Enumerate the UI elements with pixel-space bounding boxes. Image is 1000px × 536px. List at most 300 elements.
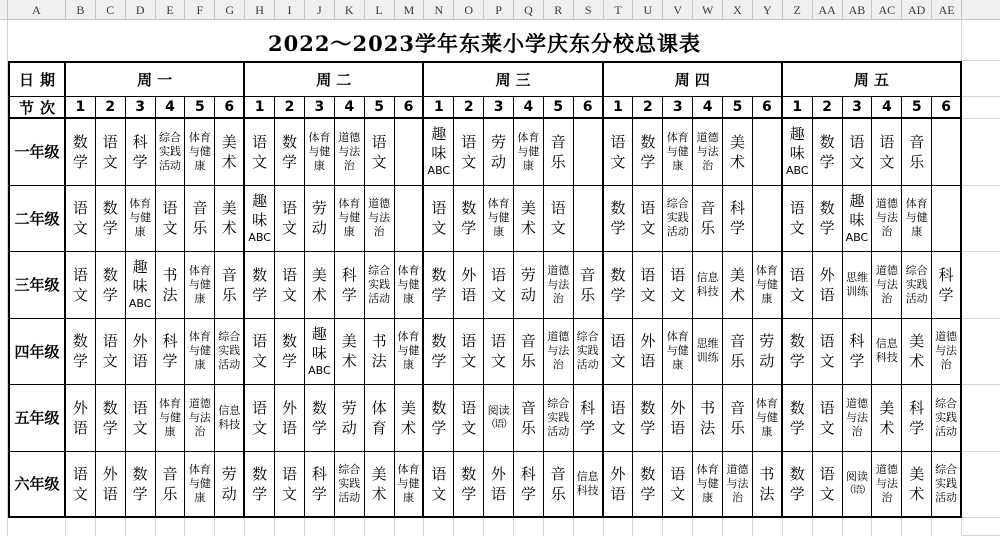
subject-cell[interactable] <box>484 319 514 386</box>
subject-cell[interactable] <box>783 186 813 253</box>
subject-cell[interactable] <box>96 452 126 519</box>
column-header-X[interactable]: X <box>723 0 753 19</box>
column-header-S[interactable]: S <box>574 0 604 19</box>
subject-cell[interactable] <box>156 319 186 386</box>
empty-cell[interactable] <box>185 518 215 536</box>
subject-cell[interactable] <box>544 119 574 186</box>
subject-cell[interactable] <box>245 186 275 253</box>
subject-cell[interactable] <box>633 452 663 519</box>
period-number-cell[interactable]: 4 <box>335 97 365 119</box>
subject-cell[interactable] <box>156 385 186 452</box>
period-number-cell[interactable]: 1 <box>783 97 813 119</box>
period-number-cell[interactable]: 2 <box>633 97 663 119</box>
subject-cell[interactable] <box>663 119 693 186</box>
subject-cell[interactable] <box>126 452 156 519</box>
empty-cell[interactable] <box>723 518 753 536</box>
subject-cell[interactable] <box>813 252 843 319</box>
grade-label-cell[interactable]: 四年级 <box>10 319 66 386</box>
empty-cell[interactable] <box>843 518 873 536</box>
period-number-cell[interactable]: 1 <box>604 97 634 119</box>
empty-cell[interactable] <box>962 186 1000 253</box>
subject-cell[interactable] <box>275 119 305 186</box>
column-header-Z[interactable]: Z <box>783 0 813 19</box>
day-header-cell[interactable]: 周二 <box>245 63 424 97</box>
subject-cell[interactable] <box>753 319 783 386</box>
column-header-J[interactable]: J <box>305 0 335 19</box>
subject-cell[interactable] <box>215 319 245 386</box>
subject-cell[interactable] <box>753 452 783 519</box>
empty-cell[interactable] <box>8 518 66 536</box>
subject-cell[interactable] <box>305 186 335 253</box>
empty-cell[interactable] <box>932 518 962 536</box>
subject-cell[interactable] <box>514 319 544 386</box>
column-header-M[interactable]: M <box>395 0 425 19</box>
subject-cell[interactable] <box>395 452 425 519</box>
empty-cell[interactable] <box>335 518 365 536</box>
subject-cell[interactable] <box>783 319 813 386</box>
period-number-cell[interactable]: 4 <box>514 97 544 119</box>
subject-cell[interactable] <box>544 385 574 452</box>
subject-text-line: 语 <box>610 398 626 417</box>
subject-cell[interactable] <box>544 319 574 386</box>
subject-cell[interactable] <box>604 385 634 452</box>
column-header-AE[interactable]: AE <box>932 0 962 19</box>
subject-cell[interactable] <box>126 186 156 253</box>
subject-cell[interactable] <box>275 252 305 319</box>
period-number-cell[interactable]: 4 <box>872 97 902 119</box>
empty-cell[interactable] <box>753 518 783 536</box>
subject-cell[interactable] <box>424 186 454 253</box>
subject-cell[interactable] <box>872 186 902 253</box>
subject-cell[interactable] <box>783 252 813 319</box>
subject-cell[interactable] <box>932 385 962 452</box>
subject-cell[interactable] <box>305 319 335 386</box>
subject-cell[interactable] <box>454 119 484 186</box>
subject-cell[interactable] <box>872 452 902 519</box>
period-number-cell[interactable]: 3 <box>663 97 693 119</box>
subject-cell[interactable] <box>454 385 484 452</box>
subject-cell[interactable] <box>305 252 335 319</box>
subject-cell[interactable] <box>66 385 96 452</box>
subject-cell[interactable] <box>872 319 902 386</box>
empty-cell[interactable] <box>962 252 1000 319</box>
subject-cell[interactable] <box>126 119 156 186</box>
period-number-cell[interactable]: 5 <box>723 97 753 119</box>
period-number-cell[interactable]: 6 <box>932 97 962 119</box>
empty-cell[interactable] <box>962 119 1000 186</box>
column-header-B[interactable]: B <box>66 0 96 19</box>
subject-cell[interactable] <box>215 186 245 253</box>
subject-cell[interactable] <box>514 119 544 186</box>
column-header-AB[interactable]: AB <box>843 0 873 19</box>
subject-cell[interactable] <box>335 319 365 386</box>
subject-cell[interactable] <box>723 452 753 519</box>
subject-cell[interactable] <box>454 452 484 519</box>
subject-cell[interactable] <box>66 452 96 519</box>
select-all-corner[interactable] <box>0 0 8 20</box>
subject-cell[interactable] <box>514 252 544 319</box>
column-header-C[interactable]: C <box>96 0 126 19</box>
day-header-cell[interactable]: 周四 <box>604 63 783 97</box>
column-header-D[interactable]: D <box>126 0 156 19</box>
subject-cell[interactable] <box>843 186 873 253</box>
subject-cell[interactable] <box>753 252 783 319</box>
subject-cell[interactable] <box>783 452 813 519</box>
subject-cell[interactable] <box>633 186 663 253</box>
period-number-cell[interactable]: 5 <box>902 97 932 119</box>
subject-cell[interactable] <box>275 186 305 253</box>
subject-cell[interactable] <box>902 452 932 519</box>
column-header-L[interactable]: L <box>365 0 395 19</box>
column-header-T[interactable]: T <box>604 0 634 19</box>
subject-cell[interactable] <box>185 252 215 319</box>
subject-cell[interactable] <box>185 385 215 452</box>
subject-cell[interactable] <box>395 385 425 452</box>
period-number-cell[interactable]: 5 <box>185 97 215 119</box>
empty-cell[interactable] <box>813 518 843 536</box>
subject-cell[interactable] <box>245 119 275 186</box>
column-header-Q[interactable]: Q <box>514 0 544 19</box>
subject-cell[interactable] <box>395 119 425 186</box>
subject-cell[interactable] <box>365 319 395 386</box>
column-header-I[interactable]: I <box>275 0 305 19</box>
column-header-N[interactable]: N <box>424 0 454 19</box>
subject-cell[interactable] <box>902 119 932 186</box>
column-header-AC[interactable]: AC <box>872 0 902 19</box>
subject-cell[interactable] <box>215 452 245 519</box>
subject-cell[interactable] <box>484 452 514 519</box>
subject-cell[interactable] <box>156 186 186 253</box>
subject-cell[interactable] <box>753 385 783 452</box>
subject-cell[interactable] <box>66 252 96 319</box>
empty-cell[interactable] <box>962 452 1000 519</box>
grade-label-cell[interactable]: 五年级 <box>10 385 66 452</box>
subject-cell[interactable] <box>126 385 156 452</box>
subject-cell[interactable] <box>872 252 902 319</box>
subject-cell[interactable] <box>96 319 126 386</box>
subject-cell[interactable] <box>783 385 813 452</box>
empty-cell[interactable] <box>962 20 1000 61</box>
subject-cell[interactable] <box>872 385 902 452</box>
period-number-cell[interactable]: 1 <box>66 97 96 119</box>
period-number-cell[interactable]: 5 <box>365 97 395 119</box>
subject-cell[interactable] <box>96 119 126 186</box>
subject-cell[interactable] <box>723 252 753 319</box>
column-header-U[interactable]: U <box>633 0 663 19</box>
period-number-cell[interactable]: 4 <box>156 97 186 119</box>
empty-cell[interactable] <box>484 518 514 536</box>
subject-cell[interactable] <box>305 385 335 452</box>
subject-cell[interactable] <box>365 186 395 253</box>
subject-cell[interactable] <box>663 252 693 319</box>
subject-cell[interactable] <box>424 385 454 452</box>
empty-cell[interactable] <box>96 518 126 536</box>
day-header-cell[interactable]: 周五 <box>783 63 962 97</box>
subject-cell[interactable] <box>424 119 454 186</box>
empty-cell[interactable] <box>365 518 395 536</box>
column-header-AD[interactable]: AD <box>902 0 932 19</box>
subject-cell[interactable] <box>813 119 843 186</box>
subject-cell[interactable] <box>544 186 574 253</box>
subject-cell[interactable] <box>215 119 245 186</box>
grade-label-cell[interactable]: 一年级 <box>10 119 66 186</box>
empty-cell[interactable] <box>962 97 1000 119</box>
subject-cell[interactable] <box>96 385 126 452</box>
empty-cell[interactable] <box>126 518 156 536</box>
subject-cell[interactable] <box>544 452 574 519</box>
period-number-cell[interactable]: 2 <box>96 97 126 119</box>
subject-cell[interactable] <box>424 319 454 386</box>
subject-cell[interactable] <box>424 452 454 519</box>
subject-cell[interactable] <box>305 119 335 186</box>
period-number-cell[interactable]: 3 <box>843 97 873 119</box>
period-number-cell[interactable]: 2 <box>454 97 484 119</box>
grade-label-cell[interactable]: 三年级 <box>10 252 66 319</box>
subject-cell[interactable] <box>245 319 275 386</box>
period-number-cell[interactable]: 6 <box>753 97 783 119</box>
subject-cell[interactable] <box>723 186 753 253</box>
column-header-F[interactable]: F <box>185 0 215 19</box>
period-number-cell[interactable]: 4 <box>693 97 723 119</box>
subject-cell[interactable] <box>66 319 96 386</box>
period-number-cell[interactable]: 2 <box>813 97 843 119</box>
subject-cell[interactable] <box>843 252 873 319</box>
column-header-P[interactable]: P <box>484 0 514 19</box>
subject-cell[interactable] <box>185 319 215 386</box>
subject-cell[interactable] <box>335 385 365 452</box>
subject-cell[interactable] <box>843 452 873 519</box>
subject-cell[interactable] <box>126 252 156 319</box>
subject-cell[interactable] <box>185 452 215 519</box>
subject-cell[interactable] <box>813 186 843 253</box>
subject-cell[interactable] <box>813 319 843 386</box>
subject-cell[interactable] <box>843 319 873 386</box>
subject-cell[interactable] <box>514 385 544 452</box>
subject-cell[interactable] <box>275 452 305 519</box>
subject-cell[interactable] <box>604 252 634 319</box>
subject-cell[interactable] <box>156 452 186 519</box>
column-header-H[interactable]: H <box>245 0 275 19</box>
column-header-W[interactable]: W <box>693 0 723 19</box>
title-merged-cell[interactable] <box>8 20 962 61</box>
subject-cell[interactable] <box>633 319 663 386</box>
period-number-cell[interactable]: 6 <box>215 97 245 119</box>
subject-cell[interactable] <box>365 119 395 186</box>
subject-cell[interactable] <box>395 319 425 386</box>
period-number-cell[interactable]: 3 <box>484 97 514 119</box>
empty-cell[interactable] <box>633 518 663 536</box>
subject-cell[interactable] <box>574 319 604 386</box>
subject-cell[interactable] <box>335 186 365 253</box>
column-header-Y[interactable]: Y <box>753 0 783 19</box>
subject-cell[interactable] <box>305 452 335 519</box>
subject-cell[interactable] <box>723 385 753 452</box>
empty-cell[interactable] <box>604 518 634 536</box>
empty-cell[interactable] <box>544 518 574 536</box>
empty-cell[interactable] <box>275 518 305 536</box>
period-number-cell[interactable]: 6 <box>574 97 604 119</box>
column-header-AA[interactable]: AA <box>813 0 843 19</box>
column-header-R[interactable]: R <box>544 0 574 19</box>
empty-cell[interactable] <box>215 518 245 536</box>
subject-cell[interactable] <box>693 186 723 253</box>
subject-cell[interactable] <box>395 252 425 319</box>
subject-cell[interactable] <box>156 119 186 186</box>
subject-text-line: 与健 <box>338 211 361 225</box>
subject-cell[interactable] <box>185 186 215 253</box>
empty-cell[interactable] <box>514 518 544 536</box>
subject-cell[interactable] <box>544 252 574 319</box>
subject-cell[interactable] <box>604 452 634 519</box>
subject-cell[interactable] <box>484 385 514 452</box>
subject-cell[interactable] <box>335 119 365 186</box>
subject-cell[interactable] <box>932 186 962 253</box>
subject-cell[interactable] <box>753 119 783 186</box>
subject-cell[interactable] <box>365 385 395 452</box>
period-number-cell[interactable]: 3 <box>126 97 156 119</box>
grade-label-cell[interactable]: 二年级 <box>10 186 66 253</box>
subject-text-line: 音 <box>520 398 536 417</box>
subject-cell[interactable] <box>365 252 395 319</box>
subject-cell[interactable] <box>663 186 693 253</box>
subject-cell[interactable] <box>723 319 753 386</box>
subject-cell[interactable] <box>932 319 962 386</box>
period-label-cell[interactable]: 节次 <box>10 97 66 119</box>
subject-cell[interactable] <box>783 119 813 186</box>
column-header-G[interactable]: G <box>215 0 245 19</box>
subject-cell[interactable] <box>514 452 544 519</box>
subject-cell[interactable] <box>902 252 932 319</box>
subject-cell[interactable] <box>245 385 275 452</box>
day-header-cell[interactable]: 周三 <box>424 63 603 97</box>
subject-cell[interactable] <box>215 252 245 319</box>
day-header-cell[interactable]: 周一 <box>66 63 245 97</box>
subject-cell[interactable] <box>514 186 544 253</box>
subject-cell[interactable] <box>335 452 365 519</box>
subject-cell[interactable] <box>693 385 723 452</box>
subject-cell[interactable] <box>604 119 634 186</box>
subject-cell[interactable] <box>574 186 604 253</box>
empty-cell[interactable] <box>395 518 425 536</box>
empty-cell[interactable] <box>872 518 902 536</box>
subject-cell[interactable] <box>66 186 96 253</box>
subject-cell[interactable] <box>574 119 604 186</box>
column-header-E[interactable]: E <box>156 0 186 19</box>
subject-cell[interactable] <box>574 385 604 452</box>
period-number-cell[interactable]: 1 <box>245 97 275 119</box>
subject-cell[interactable] <box>275 319 305 386</box>
subject-cell[interactable] <box>693 319 723 386</box>
column-header-A[interactable]: A <box>8 0 66 19</box>
subject-cell[interactable] <box>126 319 156 386</box>
subject-cell[interactable] <box>454 186 484 253</box>
subject-cell[interactable] <box>424 252 454 319</box>
subject-cell[interactable] <box>932 119 962 186</box>
empty-cell[interactable] <box>783 518 813 536</box>
subject-cell[interactable] <box>185 119 215 186</box>
empty-cell[interactable] <box>424 518 454 536</box>
subject-cell[interactable] <box>693 119 723 186</box>
subject-cell[interactable] <box>633 385 663 452</box>
column-header-V[interactable]: V <box>663 0 693 19</box>
subject-cell[interactable] <box>633 252 663 319</box>
column-header-O[interactable]: O <box>454 0 484 19</box>
subject-cell[interactable] <box>723 119 753 186</box>
period-number-cell[interactable]: 2 <box>275 97 305 119</box>
period-number-cell[interactable]: 6 <box>395 97 425 119</box>
subject-cell[interactable] <box>753 186 783 253</box>
subject-cell[interactable] <box>275 385 305 452</box>
subject-cell[interactable] <box>663 452 693 519</box>
subject-cell[interactable] <box>484 186 514 253</box>
subject-cell[interactable] <box>902 186 932 253</box>
empty-cell[interactable] <box>66 518 96 536</box>
empty-cell[interactable] <box>693 518 723 536</box>
grade-label-cell[interactable]: 六年级 <box>10 452 66 519</box>
subject-cell[interactable] <box>813 385 843 452</box>
subject-cell[interactable] <box>843 119 873 186</box>
subject-cell[interactable] <box>663 385 693 452</box>
subject-cell[interactable] <box>633 119 663 186</box>
subject-cell[interactable] <box>872 119 902 186</box>
subject-cell[interactable] <box>574 452 604 519</box>
subject-cell[interactable] <box>663 319 693 386</box>
subject-cell[interactable] <box>574 252 604 319</box>
subject-cell[interactable] <box>395 186 425 253</box>
period-number-cell[interactable]: 3 <box>305 97 335 119</box>
subject-cell[interactable] <box>365 452 395 519</box>
subject-cell[interactable] <box>604 319 634 386</box>
subject-cell[interactable] <box>96 252 126 319</box>
subject-cell[interactable] <box>454 319 484 386</box>
subject-cell[interactable] <box>693 452 723 519</box>
subject-cell[interactable] <box>813 452 843 519</box>
empty-cell[interactable] <box>962 518 1000 536</box>
empty-cell[interactable] <box>962 319 1000 386</box>
subject-cell[interactable] <box>843 385 873 452</box>
period-number-cell[interactable]: 1 <box>424 97 454 119</box>
subject-cell[interactable] <box>156 252 186 319</box>
empty-cell[interactable] <box>962 385 1000 452</box>
empty-cell[interactable] <box>962 61 1000 97</box>
period-number-cell[interactable]: 5 <box>544 97 574 119</box>
subject-cell[interactable] <box>454 252 484 319</box>
subject-cell[interactable] <box>484 119 514 186</box>
subject-cell[interactable] <box>932 252 962 319</box>
empty-cell[interactable] <box>902 518 932 536</box>
empty-cell[interactable] <box>305 518 335 536</box>
subject-cell[interactable] <box>335 252 365 319</box>
subject-cell[interactable] <box>245 252 275 319</box>
empty-cell[interactable] <box>156 518 186 536</box>
empty-cell[interactable] <box>574 518 604 536</box>
subject-cell[interactable] <box>245 452 275 519</box>
subject-cell[interactable] <box>693 252 723 319</box>
subject-cell[interactable] <box>902 319 932 386</box>
subject-cell[interactable] <box>66 119 96 186</box>
column-header-K[interactable]: K <box>335 0 365 19</box>
subject-cell[interactable] <box>604 186 634 253</box>
subject-cell[interactable] <box>932 452 962 519</box>
subject-cell[interactable] <box>96 186 126 253</box>
subject-cell[interactable] <box>902 385 932 452</box>
subject-cell[interactable] <box>484 252 514 319</box>
empty-cell[interactable] <box>454 518 484 536</box>
date-label-cell[interactable]: 日期 <box>10 63 66 97</box>
empty-cell[interactable] <box>663 518 693 536</box>
subject-cell[interactable] <box>215 385 245 452</box>
empty-cell[interactable] <box>245 518 275 536</box>
